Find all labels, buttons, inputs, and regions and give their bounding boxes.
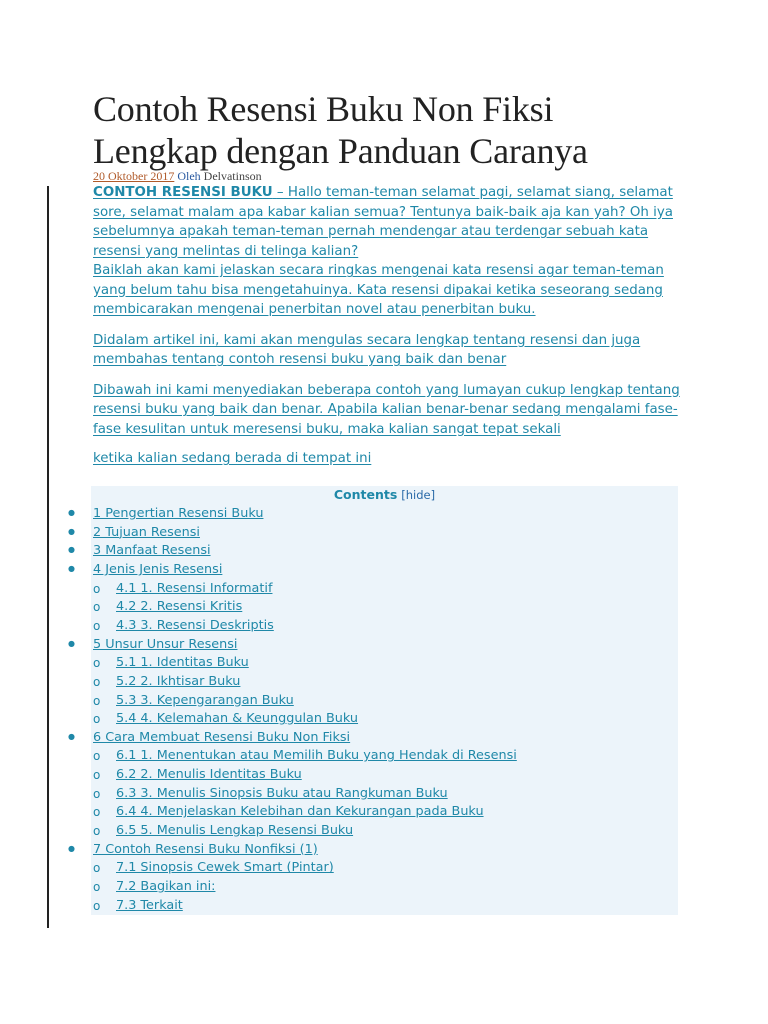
page-margin-rule	[47, 186, 49, 928]
intro-paragraph[interactable]	[93, 183, 683, 261]
toc-subitem-link[interactable]: 4.2 2. Resensi Kritis	[116, 599, 243, 615]
byline-label: Oleh	[177, 169, 201, 183]
toc-subitem-marker: o	[93, 805, 101, 820]
toc-item-link[interactable]: 2 Tujuan Resensi	[93, 524, 200, 540]
title-line-2: Lengkap dengan Panduan Caranya	[93, 131, 588, 171]
toc-bullet: ●	[68, 508, 75, 517]
toc-bullet: ●	[68, 526, 75, 536]
toc-subitem-marker: o	[93, 581, 101, 596]
toc-bullet: ●	[68, 843, 75, 853]
toc-item-link[interactable]: 3 Manfaat Resensi	[93, 543, 211, 559]
toc-bullet: ●	[68, 638, 75, 648]
toc-subitem-link[interactable]: 7.1 Sinopsis Cewek Smart (Pintar)	[116, 860, 334, 876]
toc-bullet: ●	[68, 731, 75, 741]
toc-item-link[interactable]: 1 Pengertian Resensi Buku	[93, 506, 264, 521]
toc-subitem-marker: o	[93, 880, 101, 894]
toc-subitem-marker: o	[93, 618, 101, 633]
toc-subitem-link[interactable]: 6.4 4. Menjelaskan Kelebihan dan Kekurangan pada Buku	[116, 804, 484, 820]
toc-subitem-marker: o	[93, 824, 101, 839]
lead-keyword-link[interactable]: CONTOH RESENSI BUKU	[93, 185, 273, 200]
toc-subitem-link[interactable]: 6.5 5. Menulis Lengkap Resensi Buku	[116, 823, 354, 839]
toc-subitem-marker: o	[93, 674, 101, 689]
toc-subitem-marker: o	[93, 656, 101, 671]
toc-bullet: ●	[68, 563, 75, 573]
paragraph-5[interactable]: ketika kalian sedang berada di tempat ini	[93, 451, 372, 466]
toc-subitem-marker: o	[93, 693, 101, 708]
toc-item-link[interactable]: 5 Unsur Unsur Resensi	[93, 636, 238, 652]
post-date-link[interactable]: 20 Oktober 2017	[93, 169, 175, 183]
toc-title: Contents	[333, 487, 398, 502]
toc-subitem-link[interactable]: 4.1 1. Resensi Informatif	[116, 580, 273, 596]
article	[93, 88, 683, 469]
toc-subitem-marker: o	[93, 712, 101, 727]
toc-subitem-link[interactable]: 5.3 3. Kepengarangan Buku	[116, 692, 294, 708]
article-title	[93, 88, 683, 172]
toc-header	[91, 487, 678, 502]
toc-subitem-marker: o	[93, 898, 101, 913]
toc-subitem-link[interactable]: 7.3 Terkait	[116, 897, 183, 913]
toc-hide-toggle[interactable]: [hide]	[401, 488, 436, 502]
author-name: Delvatinson	[203, 169, 262, 183]
paragraph-3[interactable]: Didalam artikel ini, kami akan mengulas secara lengkap tentang resensi dan juga membahas tentang contoh resensi buku yang baik dan benar	[93, 332, 641, 367]
toc-subitem-link[interactable]: 7.2 Bagikan ini:	[116, 879, 216, 894]
toc-subitem-link[interactable]: 4.3 3. Resensi Deskriptis	[116, 617, 274, 633]
toc-subitem-marker: o	[93, 861, 101, 876]
title-line-1: Contoh Resensi Buku Non Fiksi	[93, 89, 554, 129]
paragraph-4[interactable]: Dibawah ini kami menyediakan beberapa contoh yang lumayan cukup lengkap tentang resensi buku yang baik dan benar. Apabila kalian benar-benar sedang mengalami fase-fase kesulitan untuk meresensi buku, maka kalian sangat tepat sekali	[93, 382, 680, 437]
toc-subitem-link[interactable]: 5.4 4. Kelemahan & Keunggulan Buku	[116, 711, 359, 727]
toc-subitem-link[interactable]: 5.2 2. Ikhtisar Buku	[116, 673, 241, 689]
toc-subitem-link[interactable]: 6.3 3. Menulis Sinopsis Buku atau Rangkuman Buku	[116, 785, 448, 801]
paragraph-2[interactable]: Baiklah akan kami jelaskan secara ringkas mengenai kata resensi agar teman-teman yang belum tahu bisa mengetahuinya. Kata resensi dipakai ketika seseorang sedang membicarakan mengenai penerbitan novel atau penerbitan buku.	[93, 263, 664, 317]
paragraph-1-text: – Hallo teman-teman selamat pagi, selamat siang, selamat sore, selamat malam apa kabar kalian semua? Tentunya baik-baik aja kan yah? Oh iya sebelumnya apakah teman-teman pernah mendengar atau terdengar sebuah kata resensi yang melintas di telinga kalian?	[93, 185, 673, 259]
toc-item-link[interactable]: 4 Jenis Jenis Resensi	[93, 561, 223, 577]
toc-subitem-marker: o	[93, 786, 101, 801]
toc-subitem-marker: o	[93, 768, 101, 783]
toc-subitem-link[interactable]: 5.1 1. Identitas Buku	[116, 655, 249, 671]
toc-subitem-link[interactable]: 6.1 1. Menentukan atau Memilih Buku yang Hendak di Resensi	[116, 748, 517, 764]
toc-subitem-link[interactable]: 6.2 2. Menulis Identitas Buku	[116, 767, 302, 783]
toc-bullet: ●	[68, 545, 75, 555]
toc-subitem-marker: o	[93, 600, 101, 615]
toc-subitem-marker: o	[93, 749, 101, 764]
toc-item-link[interactable]: 6 Cara Membuat Resensi Buku Non Fiksi	[93, 729, 351, 745]
toc-item-link[interactable]: 7 Contoh Resensi Buku Nonfiksi (1)	[93, 841, 318, 857]
